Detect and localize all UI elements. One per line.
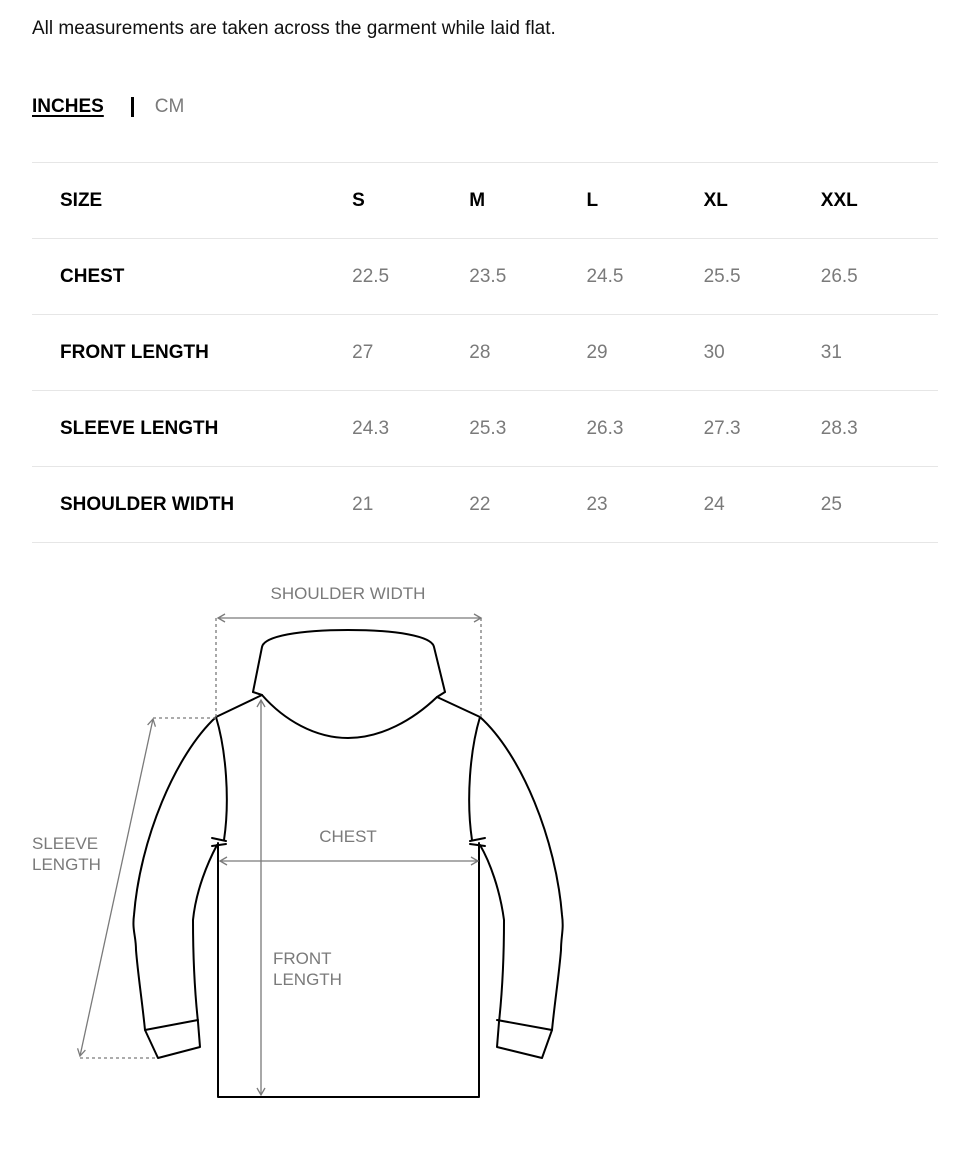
table-cell: 29 xyxy=(586,341,608,363)
table-cell: 22 xyxy=(469,493,491,515)
intro-text: All measurements are taken across the garment while laid flat. xyxy=(32,18,556,39)
row-label: SLEEVE LENGTH xyxy=(60,417,219,439)
unit-divider xyxy=(131,97,134,117)
table-cell: 31 xyxy=(820,341,842,363)
table-cell: 28.3 xyxy=(820,417,858,439)
hoodie-outline-icon xyxy=(133,630,562,1097)
chest-label: CHEST xyxy=(319,827,377,846)
front-length-label-line2: LENGTH xyxy=(273,970,342,989)
size-chart-table xyxy=(32,162,938,543)
row-label: CHEST xyxy=(60,265,125,287)
table-cell: 27.3 xyxy=(703,417,741,439)
sleeve-length-label-line1: SLEEVE xyxy=(32,834,99,853)
shoulder-width-label: SHOULDER WIDTH xyxy=(270,584,426,603)
table-cell: 24.5 xyxy=(586,265,624,287)
table-cell: 30 xyxy=(703,341,725,363)
table-row-front-length xyxy=(32,315,938,391)
header-size-xxl: XXL xyxy=(820,189,858,211)
tab-inches[interactable]: INCHES xyxy=(32,96,104,117)
table-cell: 24.3 xyxy=(352,417,390,439)
table-cell: 26.5 xyxy=(820,265,858,287)
header-size-xl: XL xyxy=(703,189,728,211)
table-row-sleeve-length xyxy=(32,391,938,467)
header-size-s: S xyxy=(352,189,365,211)
header-size-label: SIZE xyxy=(60,189,103,211)
sleeve-length-label-line2: LENGTH xyxy=(32,855,101,874)
hoodie-measurement-diagram xyxy=(0,560,620,1140)
header-size-m: M xyxy=(469,189,486,211)
table-cell: 21 xyxy=(352,493,374,515)
table-cell: 25.3 xyxy=(469,417,507,439)
table-cell: 24 xyxy=(703,493,725,515)
table-header-row xyxy=(32,163,938,239)
table-row-shoulder-width xyxy=(32,467,938,543)
table-cell: 22.5 xyxy=(352,265,390,287)
table-cell: 23 xyxy=(586,493,608,515)
table-cell: 25 xyxy=(820,493,842,515)
table-row-chest xyxy=(32,239,938,315)
unit-toggle xyxy=(32,94,184,120)
table-cell: 28 xyxy=(469,341,491,363)
header-size-l: L xyxy=(586,189,599,211)
table-cell: 25.5 xyxy=(703,265,741,287)
front-length-label-line1: FRONT xyxy=(273,949,332,968)
table-cell: 23.5 xyxy=(469,265,507,287)
shoulder-width-measure xyxy=(216,618,481,717)
tab-cm[interactable]: CM xyxy=(154,96,185,117)
table-cell: 26.3 xyxy=(586,417,624,439)
table-cell: 27 xyxy=(352,341,374,363)
row-label: FRONT LENGTH xyxy=(60,341,209,363)
row-label: SHOULDER WIDTH xyxy=(60,493,235,515)
